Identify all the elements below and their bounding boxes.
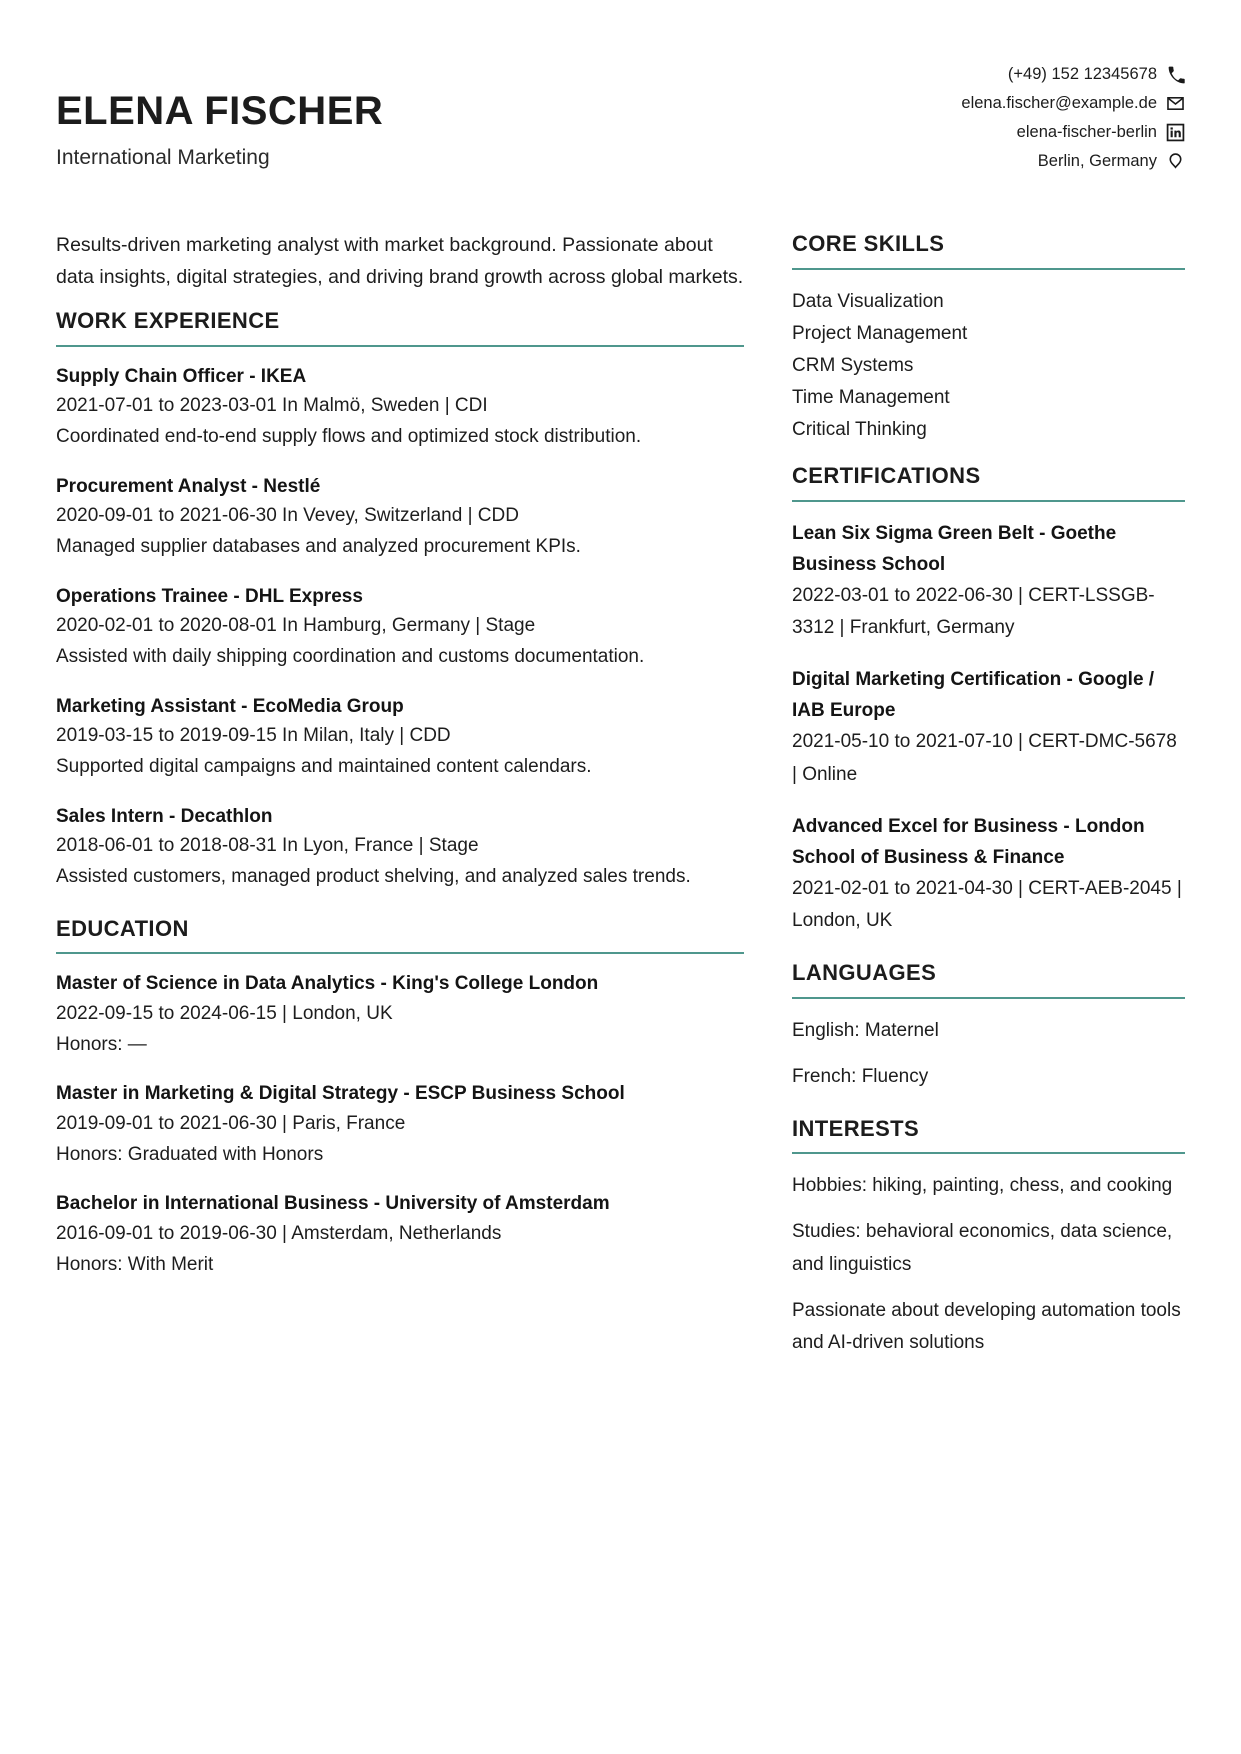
- right-column: [792, 230, 1185, 1381]
- languages-heading: LANGUAGES: [792, 960, 937, 986]
- education-entry-title: Master of Science in Data Analytics - King's College London: [56, 973, 599, 995]
- work-entry: [56, 803, 744, 893]
- section-divider: [792, 500, 1185, 502]
- interests-heading: INTERESTS: [792, 1115, 920, 1141]
- work-entry-meta: 2018-06-01 to 2018-08-31 In Lyon, France | Stage: [56, 835, 479, 857]
- education-entry-meta: 2016-09-01 to 2019-06-30 | Amsterdam, Netherlands: [56, 1222, 502, 1244]
- work-entry: [56, 363, 744, 453]
- education-entry-honors: Honors: —: [56, 1033, 147, 1055]
- education-entry-honors: Honors: Graduated with Honors: [56, 1143, 324, 1165]
- skill-item: Data Visualization: [792, 290, 944, 312]
- section-languages: [792, 959, 1185, 1093]
- candidate-job-title: International Marketing: [56, 146, 270, 169]
- education-entry-title: Bachelor in International Business - University of Amsterdam: [56, 1193, 610, 1215]
- certification-meta: 2021-05-10 to 2021-07-10 | CERT-DMC-5678 | Online: [792, 731, 1177, 785]
- left-column: [56, 230, 744, 1302]
- section-divider: [792, 1152, 1185, 1154]
- phone-icon: [1166, 65, 1185, 84]
- interest-item: Studies: behavioral economics, data science, and linguistics: [792, 1221, 1173, 1275]
- work-entry-title: Procurement Analyst - Nestlé: [56, 475, 321, 497]
- contact-linkedin-text: elena-fischer-berlin: [1016, 123, 1157, 142]
- education-entry-honors: Honors: With Merit: [56, 1253, 214, 1275]
- education-entry: [56, 1190, 744, 1280]
- resume-header: [56, 56, 1185, 186]
- resume-body: [56, 230, 1185, 1381]
- certification-entry: [792, 664, 1185, 791]
- contact-phone[interactable]: [961, 60, 1185, 89]
- work-entry-description: Assisted with daily shipping coordination and customs documentation.: [56, 645, 645, 667]
- certification-meta: 2022-03-01 to 2022-06-30 | CERT-LSSGB-3312 | Frankfurt, Germany: [792, 584, 1155, 638]
- certification-title: Lean Six Sigma Green Belt - Goethe Business School: [792, 522, 1117, 575]
- work-experience-heading: WORK EXPERIENCE: [56, 308, 280, 334]
- location-pin-icon: [1166, 152, 1185, 171]
- work-entry-title: Sales Intern - Decathlon: [56, 805, 273, 827]
- work-entry-meta: 2021-07-01 to 2023-03-01 In Malmö, Sweden | CDI: [56, 395, 488, 417]
- education-entry-meta: 2022-09-15 to 2024-06-15 | London, UK: [56, 1002, 393, 1024]
- skill-item: Critical Thinking: [792, 418, 927, 440]
- contact-linkedin[interactable]: [961, 118, 1185, 147]
- email-icon: [1166, 94, 1185, 113]
- section-work-experience: [56, 307, 744, 893]
- certification-entry: [792, 811, 1185, 938]
- certifications-heading: CERTIFICATIONS: [792, 463, 981, 489]
- section-divider: [56, 345, 744, 347]
- interest-item: Passionate about developing automation tools and AI-driven solutions: [792, 1299, 1181, 1353]
- education-entry-meta: 2019-09-01 to 2021-06-30 | Paris, France: [56, 1112, 406, 1134]
- section-interests: [792, 1115, 1185, 1359]
- language-item: English: Maternel: [792, 1019, 939, 1041]
- education-entry: [56, 970, 744, 1060]
- certification-title: Digital Marketing Certification - Google / IAB Europe: [792, 669, 1155, 722]
- work-entry: [56, 693, 744, 783]
- section-education: [56, 915, 744, 1281]
- work-entry: [56, 583, 744, 673]
- certification-entry: [792, 518, 1185, 645]
- section-divider: [56, 952, 744, 954]
- contact-email-text: elena.fischer@example.de: [961, 94, 1157, 113]
- interest-item: Hobbies: hiking, painting, chess, and cooking: [792, 1175, 1173, 1197]
- work-entry-title: Supply Chain Officer - IKEA: [56, 365, 307, 387]
- contact-phone-text: (+49) 152 12345678: [1007, 65, 1157, 84]
- work-entry-title: Operations Trainee - DHL Express: [56, 585, 363, 607]
- section-divider: [792, 268, 1185, 270]
- certification-meta: 2021-02-01 to 2021-04-30 | CERT-AEB-2045 | London, UK: [792, 877, 1182, 932]
- candidate-name: ELENA FISCHER: [56, 89, 384, 133]
- work-entry-description: Assisted customers, managed product shelving, and analyzed sales trends.: [56, 866, 691, 888]
- contact-location[interactable]: [961, 147, 1185, 176]
- work-entry-description: Managed supplier databases and analyzed procurement KPIs.: [56, 535, 581, 557]
- work-entry-meta: 2019-03-15 to 2019-09-15 In Milan, Italy | CDD: [56, 725, 451, 747]
- skill-item: Time Management: [792, 386, 950, 408]
- education-heading: EDUCATION: [56, 915, 189, 941]
- education-entry: [56, 1080, 744, 1170]
- identity-block: [56, 56, 383, 171]
- work-entry-description: Supported digital campaigns and maintained content calendars.: [56, 756, 592, 778]
- work-entry-meta: 2020-02-01 to 2020-08-01 In Hamburg, Germany | Stage: [56, 615, 536, 637]
- contact-block: [961, 56, 1185, 176]
- profile-summary: Results-driven marketing analyst with market background. Passionate about data insights, digital strategies, and driving brand growth across global markets.: [56, 234, 744, 288]
- work-entry-description: Coordinated end-to-end supply flows and optimized stock distribution.: [56, 425, 642, 447]
- language-item: French: Fluency: [792, 1065, 929, 1087]
- skill-item: CRM Systems: [792, 354, 914, 376]
- certification-title: Advanced Excel for Business - London School of Business & Finance: [792, 815, 1145, 868]
- section-divider: [792, 997, 1185, 999]
- linkedin-icon: [1166, 123, 1185, 142]
- work-entry: [56, 473, 744, 563]
- skill-item: Project Management: [792, 322, 968, 344]
- work-entry-meta: 2020-09-01 to 2021-06-30 In Vevey, Switzerland | CDD: [56, 505, 519, 527]
- section-core-skills: [792, 230, 1185, 446]
- education-entry-title: Master in Marketing & Digital Strategy - ESCP Business School: [56, 1083, 625, 1105]
- contact-email[interactable]: [961, 89, 1185, 118]
- section-certifications: [792, 462, 1185, 937]
- work-entry-title: Marketing Assistant - EcoMedia Group: [56, 695, 404, 717]
- core-skills-heading: CORE SKILLS: [792, 231, 945, 256]
- contact-location-text: Berlin, Germany: [1037, 152, 1157, 171]
